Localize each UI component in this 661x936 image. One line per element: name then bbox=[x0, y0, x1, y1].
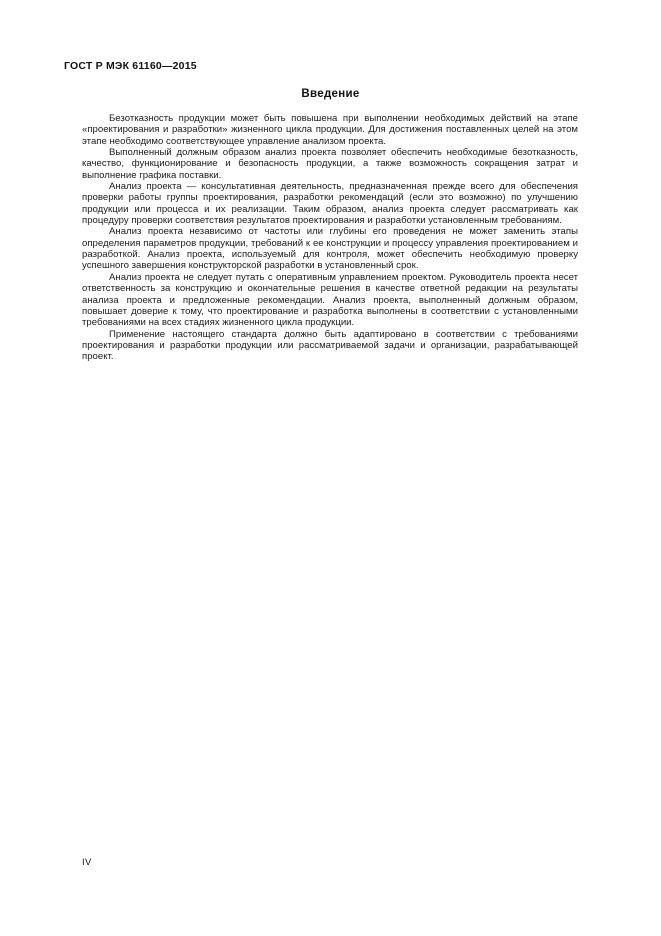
page-number: IV bbox=[82, 857, 92, 868]
body-text-block bbox=[82, 113, 578, 363]
paragraph: Применение настоящего стандарта должно быть адаптировано в соответствии с требованиями проектирования и разработки продукции или рассматриваемой задачи и организации, разрабатывающей проект. bbox=[82, 328, 578, 363]
paragraph: Анализ проекта — консультативная деятельность, предназначенная прежде всего для обеспечения проверки работы группы проектирования, разработки рекомендаций (если это возможно) по улучшению продукции или процесса и их реализации. Таким образом, анализ проекта следует рассматривать как процедуру проверки соответствия результатов проектирования и разработки установленным требованиям. bbox=[82, 181, 578, 227]
section-title-introduction: Введение bbox=[301, 88, 360, 100]
paragraph: Выполненный должным образом анализ проекта позволяет обеспечить необходимые безотказность, качество, функционирование и безопасность продукции, а также возможность сокращения затрат и выполнение графика поставки. bbox=[82, 147, 578, 181]
paragraph: Анализ проекта независимо от частоты или глубины его проведения не может заменить этапы определения параметров продукции, требований к ее конструкции и процессу управления проектированием и разработкой. Анализ проекта, используемый для контроля, может обеспечить необходимую проверку успешного завершения конструкторской разработки в установленный срок. bbox=[82, 226, 578, 272]
paragraph: Анализ проекта не следует путать с оперативным управлением проектом. Руководитель проекта несет ответственность за конструкцию и окончательные решения в качестве ответной редакции на результаты анализа проекта и предложенные рекомендации. Анализ проекта, выполненный должным образом, повышает доверие к тому, что проектирование и разработка выполнены в соответствии с установленными требованиями на всех стадиях жизненного цикла продукции. bbox=[82, 271, 578, 329]
document-running-header: ГОСТ Р МЭК 61160—2015 bbox=[64, 60, 197, 72]
paragraph: Безотказность продукции может быть повышена при выполнении необходимых действий на этапе «проектирования и разработки» жизненного цикла продукции. Для достижения поставленных целей на этом этапе необходимо соответствующее управление анализом проекта. bbox=[82, 113, 578, 147]
